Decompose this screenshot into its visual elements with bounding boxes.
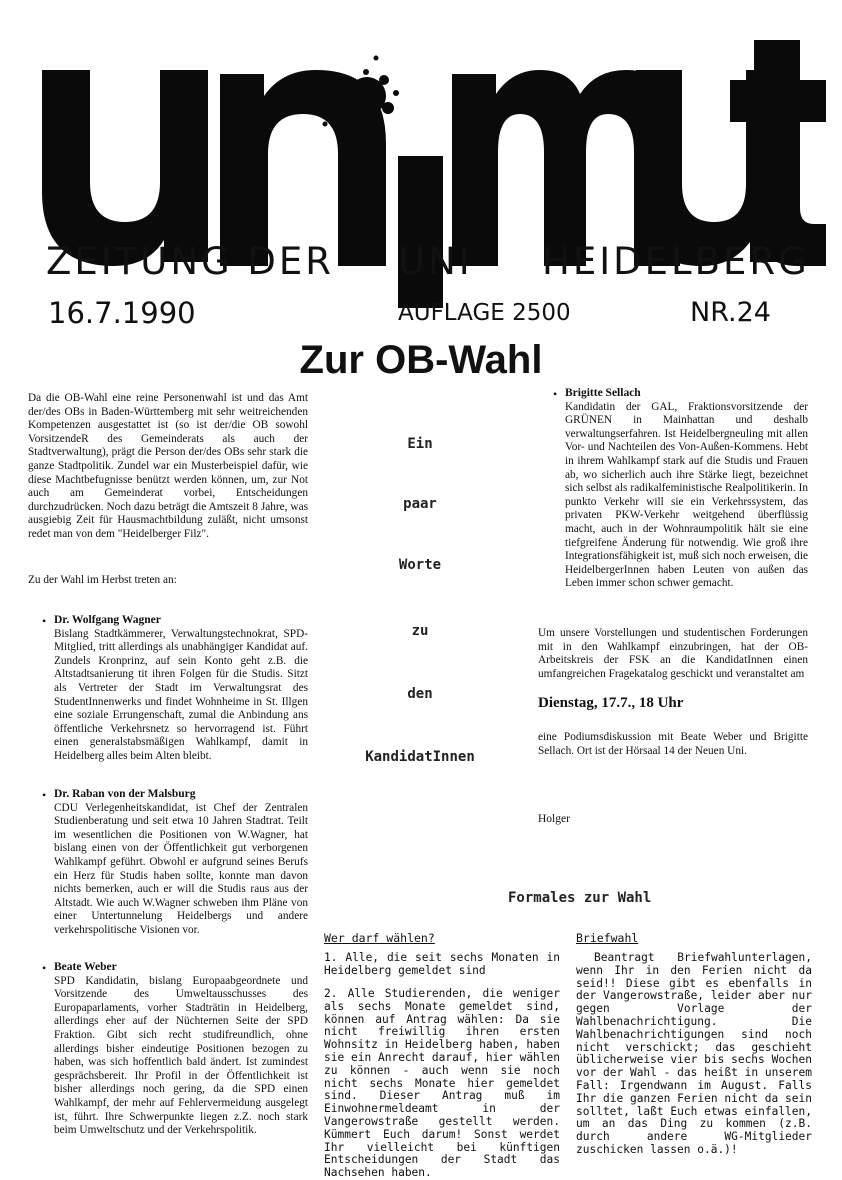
candidate-name: Dr. Wolfgang Wagner bbox=[54, 614, 161, 626]
candidates-lead: Zu der Wahl im Herbst treten an: bbox=[28, 574, 177, 586]
issue-number: NR.24 bbox=[690, 297, 771, 328]
candidate-malsburg bbox=[42, 788, 308, 938]
who-item-1: 1. Alle, die seit sechs Monaten in Heidelberg gemeldet sind bbox=[324, 951, 560, 977]
bullet-icon: • bbox=[553, 387, 558, 401]
sidebar-word: Ein bbox=[407, 436, 433, 452]
who-heading: Wer darf wählen? bbox=[324, 931, 435, 945]
article-author: Holger bbox=[538, 813, 570, 825]
unimut-logo-t bbox=[726, 40, 830, 270]
candidate-wagner bbox=[42, 614, 308, 764]
candidate-sellach bbox=[553, 387, 808, 591]
who-item-2: 2. Alle Studierenden, die weniger als sechs Monate gemeldet sind, können auf Antrag wählen: Da sie nicht freiwillig ihren ersten Wohnsitz in Heidelberg haben, haben sie ein Anrecht darauf, hier wählen zu können - auch wenn sie noch nicht sechs Monate hier gemeldet sind. Dieser Antrag muß im Einwohnermeldeamt in der Vangerowstraße gestellt werden. Kümmert Euch darum! Sonst werdet Ihr vielleicht bei künftigen Entscheidungen der Stadt das Nachsehen haben. bbox=[324, 987, 560, 1180]
event-details: eine Podiumsdiskussion mit Beate Weber und Brigitte Sellach. Ort ist der Hörsaal 14 der Neuen Uni. bbox=[538, 731, 808, 757]
event-date: Dienstag, 17.7., 18 Uhr bbox=[538, 695, 684, 711]
article-intro: Da die OB-Wahl eine reine Personenwahl ist und das Amt der/des OBs in Baden-Württemberg mit sehr weitreichenden Kompetenzen ausgestattet ist (so ist der/die OB sowohl VorsitzendeR des Gemeinderats als auch der Stadtverwaltung), prägt die Person der/des OBs sehr stark die ganze Stadtpolitik. Zundel war ein Musterbeispiel dafür, wie diese Machtbefugnisse benützt werden können, um, zur Not auch am Gemeinderat vorbei, Entscheidungen durchzudrücken. Noch dazu beträgt die Amtszeit 8 Jahre, was ausgiebig Zeit für Hausmachtbildung zuläßt, nicht umsonst redet man von dem "Heidelberger Filz". bbox=[28, 392, 308, 540]
mail-heading: Briefwahl bbox=[576, 931, 639, 945]
candidate-weber bbox=[42, 961, 308, 1141]
candidate-text: CDU Verlegenheitskandidat, ist Chef der Zentralen Studienberatung und seit etwa 10 Jahren Stadtrat. Teilt im wesentlichen die Positionen von W.Wagner, hat bislang einen von der Öffentlichkeit gut verborgenen Wahlkampf geführt. Obwohl er aufgrund seines Berufs ein Herz für Studis haben sollte, konnte man davon nichts bemerken, auch er will die Studis raus aus der Altstadt. Wie auch W.Wagner schweben ihm Pläne von einer Untertunnelung Heidelbergs und andere verkehrspolitische Visionen vor. bbox=[54, 801, 308, 936]
candidate-name: Brigitte Sellach bbox=[565, 387, 641, 399]
candidate-name: Dr. Raban von der Malsburg bbox=[54, 788, 196, 800]
masthead-subtitle-center: UNI bbox=[398, 240, 473, 283]
sidebar-word: zu bbox=[411, 623, 429, 639]
candidate-text: SPD Kandidatin, bislang Europaabgeordnete und Vorsitzende des Umweltausschusses des Europaparlaments, vorher Stadträtin in Heidelberg, allerdings eher auf der Nüchternen Seite der SPD Fraktion. Gibt sich recht studifreundlich, ohne allerdings bisher eindeutige Positionen bezogen zu haben, was sich hoffentlich bald ändert. Ist zumindest gesprächsbereit. Ihr Profil in der Öffentlichkeit ist bisher allerdings noch gering, da die SPD einen Wahlkampf, der mehr auf Fehlervermeidung ausgelegt ist, führt. Ihre Schwerpunkte liegen z.Z. noch stark beim Umweltschutz und der Verkehrspolitik. bbox=[54, 974, 308, 1137]
mail-text: Beantragt Briefwahlunterlagen, wenn Ihr in den Ferien nicht da seid!! Diese gibt es ebenfalls in der Vangerowstraße, leider aber nur gegen Vorlage der Wahlbenachrichtigung. Die Wahlbenachrichtigungen sind noch nicht verschickt; das geschieht üblicherweise vier bis sechs Wochen vor der Wahl - das heißt in unserem Fall: Irgendwann im August. Falls Ihr die ganzen Ferien nicht da sein solltet, laßt Euch etwas einfallen, um an das Ding zu kommen (z.B. durch andere WG-Mitglieder zuschicken lassen o.ä.)! bbox=[576, 951, 812, 1156]
bullet-icon: • bbox=[42, 788, 47, 802]
sidebar-word: KandidatInnen bbox=[365, 749, 475, 765]
masthead-subtitle-left: ZEITUNG DER bbox=[46, 240, 335, 283]
candidate-text: Bislang Stadtkämmerer, Verwaltungstechnokrat, SPD-Mitglied, tritt allerdings als unabhängiger Kandidat auf. Zundels Kronprinz, auf sein Konto geht z.B. die Altstadtsanierung tit ihren Folgen für die Studis. Sitzt als Vertreter der Stadt im Verwaltungsrat des StudentInnenwerks und findet Wohnheime in St. Illgen eine soziale Errungenschaft, zumal die Anbindung ans öffentliche Verkehrsnetz so hervorragend ist. Führt einen generalstabsmäßigen Wahlkampf, damit in Heidelberg alles beim Alten bleibt. bbox=[54, 627, 308, 762]
sidebar-word: Worte bbox=[398, 557, 442, 573]
issue-date: 16.7.1990 bbox=[48, 296, 196, 330]
sidebar-word: den bbox=[407, 686, 433, 702]
circulation: AUFLAGE 2500 bbox=[398, 300, 571, 326]
masthead-subtitle-right: HEIDELBERG bbox=[542, 240, 810, 283]
bullet-icon: • bbox=[42, 614, 47, 628]
formal-title: Formales zur Wahl bbox=[508, 890, 652, 906]
event-intro: Um unsere Vorstellungen und studentischen Forderungen mit in den Wahlkampf einzubringen, hat der OB-Arbeitskreis der FSK an die KandidatInnen einen umfangreichen Fragekatalog geschickt und veranstaltet am bbox=[538, 627, 808, 680]
bullet-icon: • bbox=[42, 961, 47, 975]
article-headline: Zur OB-Wahl bbox=[299, 338, 543, 382]
candidate-name: Beate Weber bbox=[54, 961, 117, 973]
sidebar-word: paar bbox=[403, 496, 437, 512]
candidate-text: Kandidatin der GAL, Fraktionsvorsitzende der GRÜNEN in Mainhattan und deshalb verwaltungserfahren. Ist Heidelbergneuling mit allen Vor- und Nachteilen des Von-Außen-Kommens. Hebt in ihrem Wahlkampf stark auf die Studis und Frauen ab, wo sicherlich auch ihre Stärke liegt, bezeichnet sich selbst als radikalfeministische Realpolitikerin. In punkto Verkehr will sie ein Verkehrssystem, das privaten PKW-Verkehr weitgehend überflüssig macht, auch in der Wohnraumpolitik hält sie eine tiefgreifene Änderung für notwendig. Wie groß ihre Integrationsfähigkeit ist, muß sich noch erweisen, die HeidelbergerInnen haben Leuten von außen das Leben immer schon schwer gemacht. bbox=[565, 400, 808, 590]
